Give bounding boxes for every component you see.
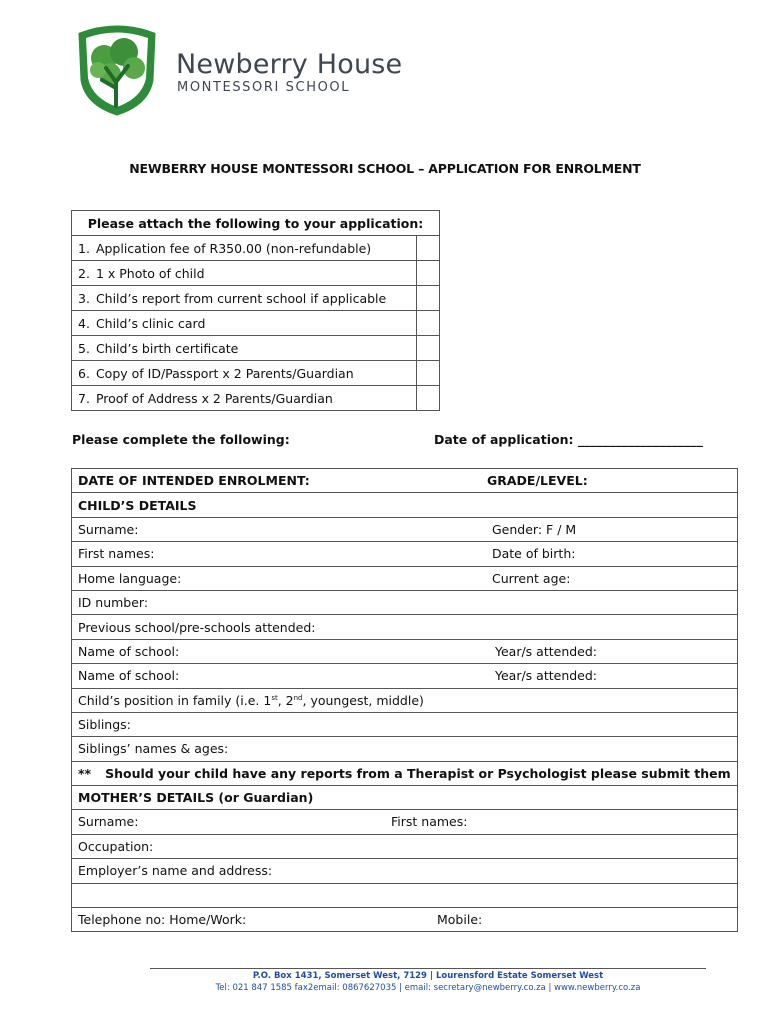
note-marker: ** xyxy=(78,765,92,781)
note-text: Should your child have any reports from a Therapist or Psychologist please submit them xyxy=(105,765,731,781)
item-text: Application fee of R350.00 (non-refundable) xyxy=(96,236,417,261)
siblings-names-field[interactable]: Siblings’ names & ages: xyxy=(72,737,738,761)
checklist-item xyxy=(72,236,440,261)
checklist-heading: Please attach the following to your application: xyxy=(72,211,440,236)
item-number: 6. xyxy=(72,361,96,386)
tree-shield-icon xyxy=(72,22,162,116)
item-number: 4. xyxy=(72,311,96,336)
checklist-item xyxy=(72,336,440,361)
first-names-label: First names: xyxy=(78,546,155,562)
checkbox[interactable] xyxy=(417,286,440,311)
footer-contact: Tel: 021 847 1585 fax2email: 0867627035 | email: secretary@newberry.co.za | www.newberry.co.za xyxy=(215,983,641,993)
application-form xyxy=(71,468,738,932)
checklist-item xyxy=(72,311,440,336)
checkbox[interactable] xyxy=(417,361,440,386)
checkbox[interactable] xyxy=(417,386,440,411)
intended-enrolment-field[interactable] xyxy=(72,469,738,493)
telephone-label: Telephone no: Home/Work: xyxy=(78,912,247,928)
item-text: Copy of ID/Passport x 2 Parents/Guardian xyxy=(96,361,417,386)
item-text: 1 x Photo of child xyxy=(96,261,417,286)
school-2-row[interactable] xyxy=(72,664,738,688)
previous-schools-field[interactable]: Previous school/pre-schools attended: xyxy=(72,615,738,639)
item-text: Child’s birth certificate xyxy=(96,336,417,361)
position-prefix: Child’s position in family (i.e. 1 xyxy=(78,692,272,708)
years-attended-label: Year/s attended: xyxy=(495,643,598,659)
item-number: 2. xyxy=(72,261,96,286)
mother-name-row[interactable] xyxy=(72,810,738,834)
siblings-field[interactable]: Siblings: xyxy=(72,712,738,736)
employer-address-field[interactable] xyxy=(72,883,738,907)
date-of-birth-label: Date of birth: xyxy=(492,546,576,562)
complete-label: Please complete the following: xyxy=(72,432,290,447)
reports-note xyxy=(72,761,738,785)
footer-address: P.O. Box 1431, Somerset West, 7129 | Lourensford Estate Somerset West xyxy=(252,971,604,981)
item-number: 3. xyxy=(72,286,96,311)
gender-label: Gender: F / M xyxy=(492,521,577,537)
mobile-label: Mobile: xyxy=(437,912,483,928)
mother-surname-label: Surname: xyxy=(78,814,139,830)
mother-first-names-label: First names: xyxy=(391,814,468,830)
checkbox[interactable] xyxy=(417,336,440,361)
name-of-school-label: Name of school: xyxy=(78,643,180,659)
position-in-family-field[interactable] xyxy=(72,688,738,712)
years-attended-label: Year/s attended: xyxy=(495,668,598,684)
position-sup-2: nd xyxy=(293,693,303,702)
childs-details-heading: CHILD’S DETAILS xyxy=(72,493,738,517)
item-number: 7. xyxy=(72,386,96,411)
footer-divider xyxy=(150,968,706,969)
id-number-field[interactable]: ID number: xyxy=(72,590,738,614)
date-of-application-field[interactable]: Date of application: ____________________ xyxy=(434,432,703,447)
brand-subtitle: MONTESSORI SCHOOL xyxy=(177,80,351,95)
brand-name: Newberry House xyxy=(176,49,403,80)
item-number: 1. xyxy=(72,236,96,261)
attachments-checklist xyxy=(71,210,440,411)
checkbox[interactable] xyxy=(417,261,440,286)
checklist-item xyxy=(72,361,440,386)
position-suffix: , youngest, middle) xyxy=(302,692,424,708)
position-sup-1: st xyxy=(271,693,278,702)
checklist-item xyxy=(72,261,440,286)
checkbox[interactable] xyxy=(417,311,440,336)
position-mid: , 2 xyxy=(277,692,294,708)
home-language-label: Home language: xyxy=(78,570,182,586)
document-title: NEWBERRY HOUSE MONTESSORI SCHOOL – APPLICATION FOR ENROLMENT xyxy=(129,161,641,176)
mothers-details-heading: MOTHER’S DETAILS (or Guardian) xyxy=(72,786,738,810)
checklist-item xyxy=(72,286,440,311)
child-first-names-row[interactable] xyxy=(72,542,738,566)
child-surname-row[interactable] xyxy=(72,517,738,541)
surname-label: Surname: xyxy=(78,521,139,537)
item-text: Child’s clinic card xyxy=(96,311,417,336)
school-1-row[interactable] xyxy=(72,639,738,663)
item-text: Child’s report from current school if applicable xyxy=(96,286,417,311)
home-language-row[interactable] xyxy=(72,566,738,590)
item-number: 5. xyxy=(72,336,96,361)
occupation-field[interactable]: Occupation: xyxy=(72,834,738,858)
checklist-item xyxy=(72,386,440,411)
item-text: Proof of Address x 2 Parents/Guardian xyxy=(96,386,417,411)
grade-level-label: GRADE/LEVEL: xyxy=(487,473,588,488)
intended-enrolment-label: DATE OF INTENDED ENROLMENT: xyxy=(78,473,310,488)
school-logo xyxy=(72,22,432,118)
checkbox[interactable] xyxy=(417,236,440,261)
name-of-school-label: Name of school: xyxy=(78,668,180,684)
current-age-label: Current age: xyxy=(492,570,571,586)
employer-field[interactable]: Employer’s name and address: xyxy=(72,859,738,883)
telephone-row[interactable] xyxy=(72,908,738,932)
